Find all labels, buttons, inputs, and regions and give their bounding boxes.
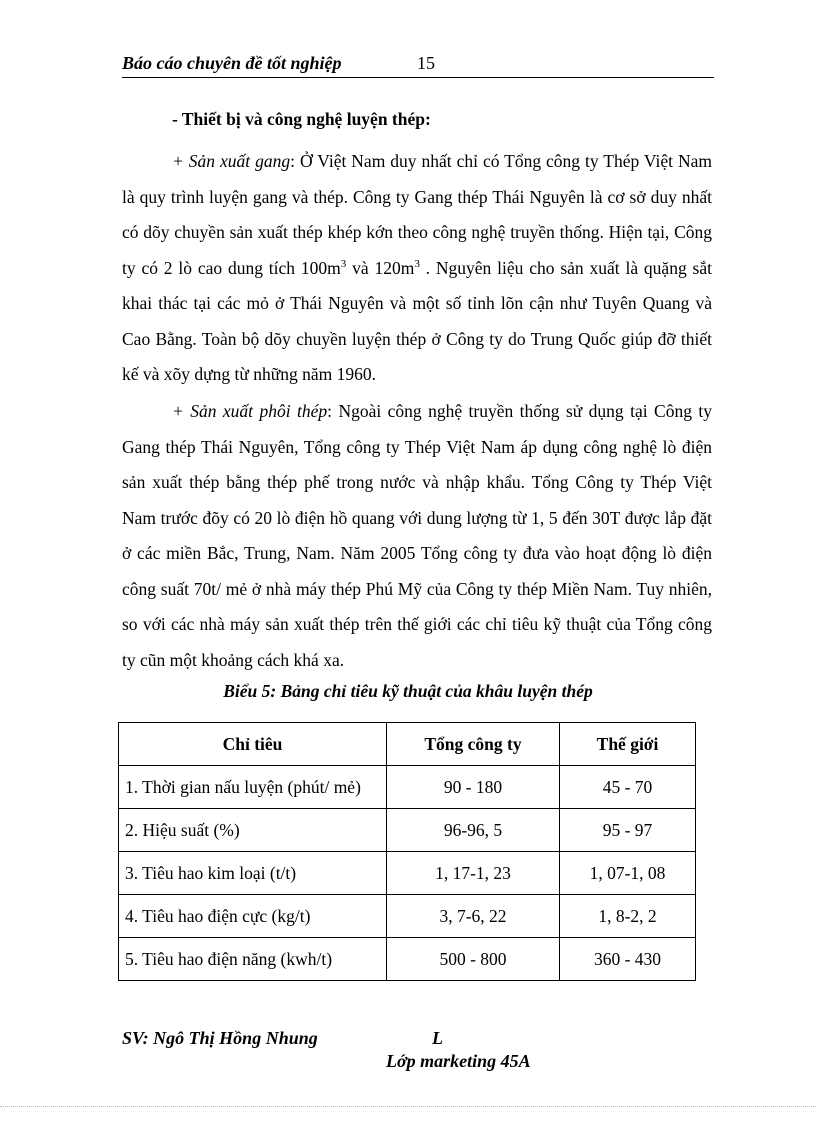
paragraph-text: : Ngoài công nghệ truyền thống sử dụng tại Công ty Gang thép Thái Nguyên, Tổng công ty Thép Việt Nam áp dụng công nghệ lò điện sản xuất thép bằng thép phế trong nước và nhập khẩu. Tổng Công ty Thép Việt Nam trước đõy có 20 lò điện hồ quang với dung lượng từ 1, 5 đến 30T được lắp đặt ở các miền Bắc, Trung, Nam. Năm 2005 Tổng công ty đưa vào hoạt động lò điện công suất 70t/ mẻ ở nhà máy thép Phú Mỹ của Công ty thép Miền Nam. Tuy nhiên, so với các nhà máy sản xuất thép trên thế giới các chỉ tiêu kỹ thuật của Tổng công ty cũn một khoảng cách khá xa.	[122, 401, 712, 670]
page-header	[122, 53, 714, 78]
technical-specs-table	[118, 722, 696, 981]
table-cell: 500 - 800	[387, 938, 560, 981]
table-cell: 4. Tiêu hao điện cực (kg/t)	[119, 895, 387, 938]
footer-letter: L	[432, 1028, 443, 1048]
footer-class-name: Lớp marketing 45A	[386, 1051, 531, 1071]
paragraph-billet-production	[122, 394, 712, 678]
table-row	[119, 938, 696, 981]
paragraph-label: + Sản xuất gang	[172, 151, 291, 171]
exponent: 3	[414, 257, 420, 270]
header-cell: Tổng công ty	[387, 723, 560, 766]
table-cell: 2. Hiệu suất (%)	[119, 809, 387, 852]
header-cell: Thế giới	[560, 723, 696, 766]
table-caption: Biểu 5: Bảng chỉ tiêu kỹ thuật của khâu luyện thép	[223, 681, 593, 701]
table-cell: 1, 8-2, 2	[560, 895, 696, 938]
page-number: 15	[417, 53, 435, 73]
page-bottom-divider	[0, 1106, 816, 1107]
joiner-text: và	[346, 257, 375, 278]
paragraph-iron-production	[122, 144, 712, 393]
table-cell: 96-96, 5	[387, 809, 560, 852]
footer-student-name: SV: Ngô Thị Hồng Nhung	[122, 1028, 318, 1048]
table-row	[119, 809, 696, 852]
table-cell: 3, 7-6, 22	[387, 895, 560, 938]
table-cell: 5. Tiêu hao điện năng (kwh/t)	[119, 938, 387, 981]
table-cell: 1, 07-1, 08	[560, 852, 696, 895]
section-heading: - Thiết bị và công nghệ luyện thép:	[172, 109, 431, 129]
paragraph-text: : Ở Việt Nam duy nhất chỉ có Tổng công ty Thép Việt Nam là quy trình luyện gang và thép. Công ty Gang thép Thái Nguyên là cơ sở duy nhất có dõy chuyền sản xuất thép khép kớn theo công nghệ truyền thống. Hiện tại, Công ty có 2 lò cao dung tích	[122, 151, 712, 278]
paragraph-label: + Sản xuất phôi thép	[172, 401, 328, 421]
paragraph-text: . Nguyên liệu cho sản xuất là quặng sắt khai thác tại các mỏ ở Thái Nguyên và một số tỉnh lõn cận như Tuyên Quang và Cao Bằng. Toàn bộ dõy chuyền luyện thép ở Công ty do Trung Quốc giúp đỡ thiết kế và xõy dựng từ những năm 1960.	[122, 257, 712, 384]
header-title: Báo cáo chuyên đề tốt nghiệp	[122, 53, 342, 73]
furnace-volume-2: 120m	[374, 257, 415, 278]
exponent: 3	[340, 257, 347, 270]
table-cell: 90 - 180	[387, 766, 560, 809]
table-cell: 3. Tiêu hao kim loại (t/t)	[119, 852, 387, 895]
table-row	[119, 852, 696, 895]
table-header-row	[119, 723, 696, 766]
header-cell: Chỉ tiêu	[119, 723, 387, 766]
table-row	[119, 766, 696, 809]
table-cell: 1. Thời gian nấu luyện (phút/ mẻ)	[119, 766, 387, 809]
table-cell: 1, 17-1, 23	[387, 852, 560, 895]
table-row	[119, 895, 696, 938]
table-cell: 360 - 430	[560, 938, 696, 981]
table-cell: 45 - 70	[560, 766, 696, 809]
furnace-volume-1: 100m	[300, 257, 341, 278]
table-cell: 95 - 97	[560, 809, 696, 852]
